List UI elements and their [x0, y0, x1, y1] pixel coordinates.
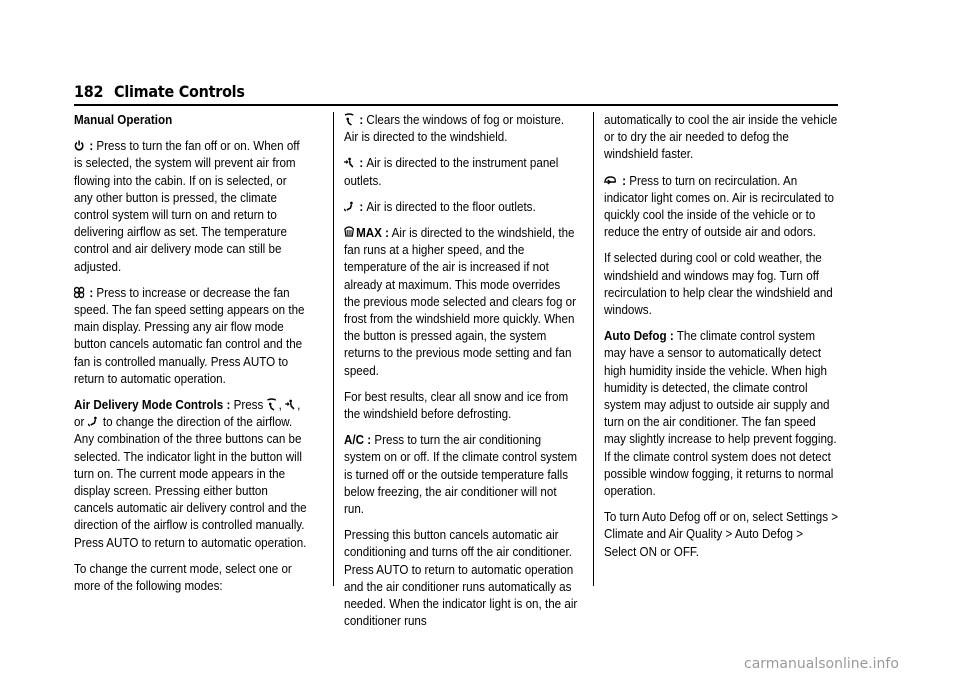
defog-icon [344, 113, 354, 126]
best-results-paragraph: For best results, clear all snow and ice from the windshield before defrosting. [344, 389, 569, 422]
recirculation-paragraph: : Press to turn on recirculation. An indicator light comes on. Air is recirculated to quickly cool the inside of the vehicle or to reduce the entry of outside air and odors. [604, 173, 835, 240]
page-header [74, 82, 245, 101]
cancel-auto-paragraph: Pressing this button cancels automatic air conditioning and turns off the air conditioner. Press AUTO to return to automatic operation and the air conditioner runs automatically as needed. When the indicator light is on, the air conditioner runs [344, 528, 578, 629]
fan-speed-paragraph: : Press to increase or decrease the fan speed. The fan speed setting appears on the main display. Pressing any air flow mode button cancels automatic fan control and the fan is controlled manually. Press AUTO to return to automatic operation. [74, 285, 305, 386]
column-2 [344, 112, 578, 639]
air-delivery-paragraph: Air Delivery Mode Controls : Press , , or to change the direction of the airflow. Any combination of the three buttons can be selected. The indicator light in the button will turn on. The current mode appears in the display screen. Pressing either button cancels automatic air delivery control and the direction of the airflow is controlled manually. Press AUTO to return to automatic operation. [74, 398, 307, 550]
defog-mode-paragraph: : Clears the windows of fog or moisture. Air is directed to the windshield. [344, 113, 565, 145]
header-rule [74, 104, 838, 106]
floor-vent-icon [344, 200, 354, 213]
watermark: carmanualsonline.info [744, 656, 899, 672]
page-number: 182 [74, 82, 104, 101]
column-divider [593, 112, 594, 586]
settings-paragraph: To turn Auto Defog off or on, select Settings > Climate and Air Quality > Auto Defog > Select ON or OFF. [604, 510, 839, 559]
manual-operation-heading: Manual Operation [74, 113, 173, 127]
fan-power-paragraph: : Press to turn the fan off or on. When off is selected, the system will prevent air from flowing into the cabin. If on is selected, or any other button is pressed, the climate control system will turn on and return to delivering airflow as set. The temperature control and air delivery mode can still be adjusted. [74, 139, 300, 274]
ac-paragraph: A/C : Press to turn the air conditioning system on or off. If the climate control system is turned off or the outside temperature falls below freezing, the air conditioner will not run. [344, 433, 578, 517]
cool-weather-paragraph: If selected during cool or cold weather, the windshield and windows may fog. Turn off recirculation to help clear the windshield and windows. [604, 251, 833, 318]
auto-defog-paragraph: Auto Defog : The climate control system may have a sensor to automatically detect high humidity inside the vehicle. When high humidity is detected, the climate control system may adjust to outside air supply and turn on the air conditioner. The fan speed may slightly increase to help prevent fogging. If the climate control system does not detect possible window fogging, it returns to normal operation. [604, 329, 837, 499]
column-divider [333, 112, 334, 586]
power-icon [74, 139, 84, 152]
floor-vent-icon [88, 415, 98, 428]
section-title: Climate Controls [114, 82, 245, 101]
change-mode-paragraph: To change the current mode, select one or more of the following modes: [74, 561, 292, 594]
defog-icon [267, 398, 277, 411]
panel-mode-paragraph: : Air is directed to the instrument panel outlets. [344, 156, 559, 188]
column-1 [74, 112, 308, 604]
max-defrost-paragraph: MAX : Air is directed to the windshield, the fan runs at a higher speed, and the temperature of the air is increased if not already at maximum. This mode overrides the previous mode selected and clears fog or frost from the windshield more quickly. When the button is pressed again, the system returns to the previous mode setting and fan speed. [344, 226, 576, 378]
panel-vent-icon [344, 156, 354, 169]
recirculation-icon [604, 174, 617, 187]
max-defrost-icon [344, 226, 354, 239]
fan-icon [74, 286, 84, 299]
column-3 [604, 112, 838, 570]
floor-mode-paragraph: : Air is directed to the floor outlets. [344, 199, 578, 216]
panel-vent-icon [285, 398, 295, 411]
ac-continued-paragraph: automatically to cool the air inside the vehicle or to dry the air needed to defog the windshield faster. [604, 113, 838, 162]
